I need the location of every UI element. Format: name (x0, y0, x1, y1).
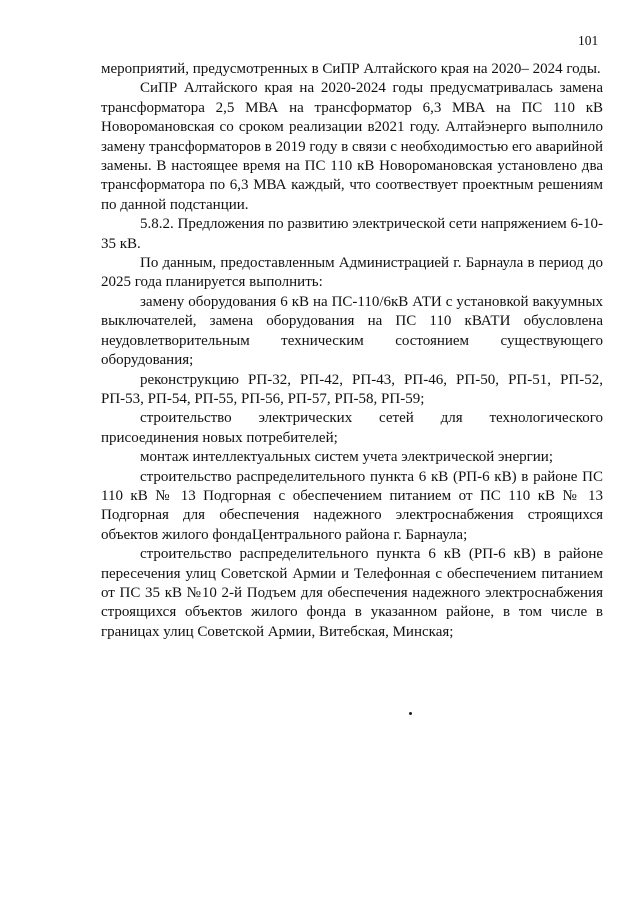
paragraph-continuation: мероприятий, предусмотренных в СиПР Алтайского края на 2020– 2024 годы. (101, 61, 601, 77)
page-number: 101 (578, 33, 599, 48)
list-item-network-construction: строительство электрических сетей для технологического присоединения новых потребителей; (101, 410, 603, 446)
list-item-rp-reconstruction: реконструкцию РП-32, РП-42, РП-43, РП-46, РП-50, РП-51, РП-52, РП-53, РП-54, РП-55, РП-56, РП-57, РП-58, РП-59; (101, 371, 603, 407)
paragraph-administration-plans: По данным, предоставленным Администрацией г. Барнаула в период до 2025 года планируется выполнить: (101, 255, 603, 291)
list-item-rp-podgornaya: строительство распределительного пункта 6 кВ (РП-6 кВ) в районе ПС 110 кВ № 13 Подгорная с обеспечением питанием от ПС 110 кВ № 13 Подгорная для обеспечения надежного электроснабжения строящихся объектов жилого фондаЦентрального района г. Барнаула; (101, 468, 603, 543)
scan-speck (409, 712, 412, 715)
list-item-metering-systems: монтаж интеллектуальных систем учета электрической энергии; (140, 449, 553, 466)
list-item-equipment-replacement: замену оборудования 6 кВ на ПС-110/6кВ АТИ с установкой вакуумных выключателей, замена оборудования на ПС 110 кВАТИ обусловлена неудовлетворительным техническим состоянием существующего оборудования; (101, 293, 603, 369)
list-item-rp-sovetskoy-armii: строительство распределительного пункта 6 кВ (РП-6 кВ) в районе пересечения улиц Советской Армии и Телефонная с обеспечением питанием от ПС 35 кВ №10 2-й Подъем для обеспечения надежного электроснабжения строящихся объектов жилого фонда в указанном районе, в том числе в границах улиц Советской Армии, Витебская, Минская; (101, 546, 603, 640)
section-heading-5-8-2: 5.8.2. Предложения по развитию электрической сети напряжением 6-10-35 кВ. (101, 216, 603, 252)
paragraph-transformer-replacement: СиПР Алтайского края на 2020-2024 годы предусматривалась замена трансформатора 2,5 МВА на трансформатор 6,3 МВА на ПС 110 кВ Новоромановская со сроком реализации в2021 году. Алтайэнерго выполнило замену трансформаторов в 2019 году в связи с необходимостью его аварийной замены. В настоящее время на ПС 110 кВ Новоромановская установлено два трансформатора по 6,3 МВА каждый, что соотвествует проектным решениям по данной подстанции. (101, 80, 603, 213)
page-body (101, 60, 603, 642)
